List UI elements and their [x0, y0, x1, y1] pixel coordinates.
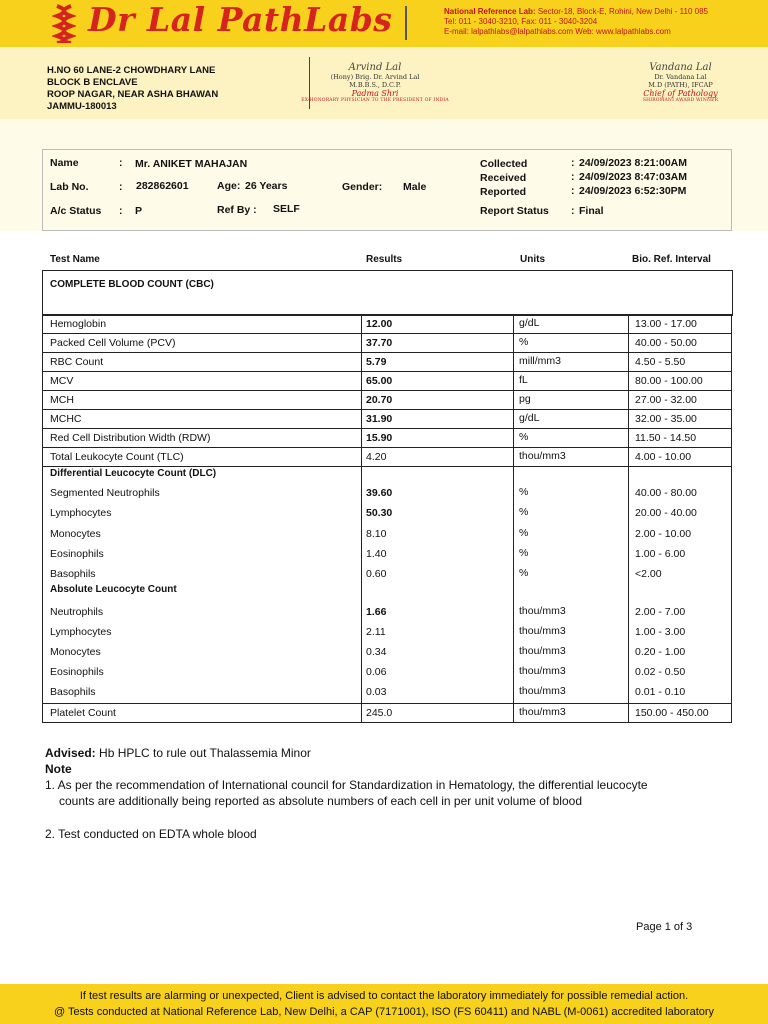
- ref-interval: 4.00 - 10.00: [635, 451, 692, 463]
- signatory-right-title: Chief of Pathology: [643, 89, 718, 98]
- ref-interval: 0.02 - 0.50: [635, 666, 686, 679]
- test-name: Basophils: [50, 568, 96, 581]
- ref-interval: 20.00 - 40.00: [635, 507, 697, 520]
- ref-interval: 0.01 - 0.10: [635, 686, 686, 699]
- test-unit: pg: [519, 393, 531, 405]
- col-header-results: Results: [366, 254, 403, 265]
- test-name: MCH: [50, 394, 74, 406]
- patient-age: 26 Years: [245, 180, 288, 192]
- nrl-address: Sector-18, Block-E, Rohini, New Delhi - 110 085: [537, 7, 708, 16]
- test-unit: thou/mm3: [519, 604, 566, 617]
- reported-label: Reported: [480, 186, 527, 198]
- refby-label: Ref By :: [217, 204, 257, 216]
- ref-interval: 150.00 - 450.00: [635, 706, 709, 719]
- test-name: Lymphocytes: [50, 507, 112, 520]
- signatory-left-degree: M.B.B.S., D.C.P.: [349, 81, 401, 89]
- test-name: RBC Count: [50, 356, 104, 368]
- ref-interval: 27.00 - 32.00: [635, 394, 697, 406]
- signature-left: Arvind Lal: [348, 62, 402, 73]
- test-result: 31.90: [366, 413, 393, 425]
- ref-interval: 32.00 - 35.00: [635, 413, 697, 425]
- report-status-label: Report Status: [480, 205, 549, 217]
- ref-interval: 1.00 - 6.00: [635, 547, 686, 560]
- signatory-right: [628, 62, 733, 103]
- table-column-rule: [513, 314, 514, 722]
- table-column-rule: [731, 314, 732, 722]
- test-name: Total Leukocyte Count (TLC): [50, 451, 184, 463]
- test-unit: thou/mm3: [519, 685, 566, 698]
- received-colon: :: [571, 171, 575, 183]
- dna-logo-icon: [52, 3, 76, 43]
- test-unit: g/dL: [519, 317, 540, 329]
- test-name: Lymphocytes: [50, 625, 112, 638]
- signature-right: Vandana Lal: [649, 62, 712, 73]
- nrl-label: National Reference Lab:: [444, 7, 536, 16]
- test-name: Segmented Neutrophils: [50, 487, 160, 499]
- test-unit: fL: [519, 374, 528, 386]
- test-name: Eosinophils: [50, 666, 104, 679]
- ref-interval: 11.50 - 14.50: [635, 432, 697, 444]
- ref-interval: 2.00 - 7.00: [635, 605, 686, 618]
- table-column-rule: [361, 314, 362, 722]
- test-name: Monocytes: [50, 527, 101, 540]
- test-name: MCHC: [50, 413, 82, 425]
- test-unit: thou/mm3: [519, 705, 566, 718]
- reported-colon: :: [571, 185, 575, 197]
- dlc-heading: Differential Leucocyte Count (DLC): [50, 468, 217, 479]
- test-name: Neutrophils: [50, 605, 104, 618]
- ac-colon: :: [119, 205, 123, 217]
- test-name: MCV: [50, 375, 74, 387]
- signatory-right-name: Dr. Vandana Lal: [654, 73, 707, 81]
- ref-interval: 0.20 - 1.00: [635, 645, 686, 658]
- test-unit: thou/mm3: [519, 665, 566, 678]
- labno-label: Lab No.: [50, 181, 89, 193]
- test-unit: %: [519, 546, 529, 559]
- test-name: Red Cell Distribution Width (RDW): [50, 432, 211, 444]
- test-result: 4.20: [366, 451, 387, 463]
- test-unit: %: [519, 336, 529, 348]
- signatory-left-note: EX-HONORARY PHYSICIAN TO THE PRESIDENT OF INDIA: [301, 98, 449, 103]
- test-result: 0.03: [366, 686, 387, 699]
- footer-line-2: @ Tests conducted at National Reference Lab, New Delhi, a CAP (7171001), ISO (FS 60411) and NABL (M-0061) accredited laboratory: [53, 1006, 715, 1018]
- test-result: 245.0: [366, 706, 393, 719]
- ref-interval: <2.00: [635, 568, 662, 581]
- test-result: 37.70: [366, 337, 393, 349]
- advised-label: Advised:: [45, 746, 96, 760]
- test-name: Packed Cell Volume (PCV): [50, 337, 176, 349]
- test-result: 1.40: [366, 547, 387, 560]
- note-2: 2. Test conducted on EDTA whole blood: [45, 827, 257, 841]
- table-rule: [42, 722, 732, 723]
- table-column-rule: [628, 314, 629, 722]
- test-result: 5.79: [366, 356, 387, 368]
- ref-interval: 40.00 - 50.00: [635, 337, 697, 349]
- collected-time: 24/09/2023 8:21:00AM: [579, 157, 687, 169]
- lab-email-web: E-mail: lalpathlabs@lalpathlabs.com Web: www.lalpathlabs.com: [444, 27, 671, 36]
- test-unit: thou/mm3: [519, 644, 566, 657]
- patient-gender: Male: [403, 181, 427, 193]
- collected-label: Collected: [480, 158, 528, 170]
- test-result: 8.10: [366, 527, 387, 540]
- section-title: COMPLETE BLOOD COUNT (CBC): [50, 279, 214, 290]
- ref-interval: 80.00 - 100.00: [635, 375, 703, 387]
- test-result: 0.34: [366, 645, 387, 658]
- test-result: 20.70: [366, 394, 393, 406]
- note-1: 1. As per the recommendation of International council for Standardization in Hematology, the differential leucocyte counts are additionally being reported as absolute numbers of each cell in per unit volume of blood: [45, 778, 648, 808]
- brand-logo: Dr Lal PathLabs: [88, 0, 393, 39]
- gender-label: Gender:: [342, 181, 383, 193]
- col-header-test: Test Name: [50, 254, 100, 265]
- test-unit: thou/mm3: [519, 450, 566, 462]
- report-status: Final: [579, 205, 604, 217]
- status-colon: :: [571, 205, 575, 217]
- ref-by: SELF: [273, 203, 300, 215]
- test-name: Basophils: [50, 686, 96, 699]
- received-time: 24/09/2023 8:47:03AM: [579, 171, 687, 183]
- test-result: 0.60: [366, 568, 387, 581]
- labno-colon: :: [119, 181, 123, 193]
- name-label: Name: [50, 157, 79, 169]
- note-label: Note: [45, 762, 72, 776]
- test-result: 2.11: [366, 625, 386, 638]
- alc-heading: Absolute Leucocyte Count: [50, 583, 177, 595]
- patient-name: Mr. ANIKET MAHAJAN: [135, 158, 248, 170]
- test-result: 0.06: [366, 666, 387, 679]
- signatory-left: [300, 62, 450, 103]
- test-unit: %: [519, 567, 529, 580]
- ac-status: P: [135, 205, 143, 217]
- lab-phone: Tel: 011 - 3040-3210, Fax: 011 - 3040-3204: [444, 17, 598, 26]
- cbc-section-box: [42, 270, 733, 316]
- signatory-right-note: SHIROMANI AWARD WINNER: [642, 98, 719, 103]
- test-result: 15.90: [366, 432, 393, 444]
- test-unit: %: [519, 526, 529, 539]
- signatory-left-award: Padma Shri: [351, 89, 399, 98]
- advised-text: Hb HPLC to rule out Thalassemia Minor: [99, 746, 311, 760]
- ref-interval: 4.50 - 5.50: [635, 356, 686, 368]
- test-name: Eosinophils: [50, 547, 104, 560]
- ref-interval: 13.00 - 17.00: [635, 318, 697, 330]
- test-name: Monocytes: [50, 645, 101, 658]
- patient-address: H.NO 60 LANE-2 CHOWDHARY LANE BLOCK B ENCLAVE ROOP NAGAR, NEAR ASHA BHAWAN JAMMU-180013: [47, 65, 219, 112]
- ac-status-label: A/c Status: [50, 205, 102, 217]
- test-result: 65.00: [366, 375, 393, 387]
- footer-line-1: If test results are alarming or unexpected, Client is advised to contact the laboratory immediately for possible remedial action.: [79, 990, 689, 1002]
- test-result: 1.66: [366, 605, 387, 618]
- test-result: 39.60: [366, 487, 393, 499]
- ref-interval: 2.00 - 10.00: [635, 527, 692, 540]
- test-name: Platelet Count: [50, 706, 116, 719]
- test-unit: mill/mm3: [519, 355, 561, 367]
- notes-section: [45, 745, 648, 842]
- ref-interval: 1.00 - 3.00: [635, 625, 686, 638]
- name-colon: :: [119, 157, 123, 169]
- received-label: Received: [480, 172, 527, 184]
- col-header-units: Units: [520, 254, 545, 265]
- collected-colon: :: [571, 157, 575, 169]
- test-unit: %: [519, 431, 529, 443]
- test-unit: %: [519, 506, 529, 519]
- test-name: Hemoglobin: [50, 318, 107, 330]
- page-number: Page 1 of 3: [636, 921, 693, 933]
- signatory-right-degree: M.D (PATH), IFCAP: [648, 81, 713, 89]
- lab-contact: [444, 7, 708, 37]
- header-divider: [405, 6, 407, 40]
- signatory-left-name: (Hony) Brig. Dr. Arvind Lal: [330, 73, 420, 81]
- lab-number: 282862601: [136, 180, 189, 192]
- ref-interval: 40.00 - 80.00: [635, 487, 697, 499]
- col-header-ref: Bio. Ref. Interval: [632, 254, 711, 265]
- reported-time: 24/09/2023 6:52:30PM: [579, 185, 687, 197]
- test-unit: thou/mm3: [519, 624, 566, 637]
- age-label: Age:: [217, 180, 241, 192]
- test-unit: g/dL: [519, 412, 540, 424]
- table-column-rule: [42, 314, 43, 722]
- test-result: 12.00: [366, 318, 393, 330]
- test-unit: %: [519, 486, 529, 498]
- test-result: 50.30: [366, 507, 393, 520]
